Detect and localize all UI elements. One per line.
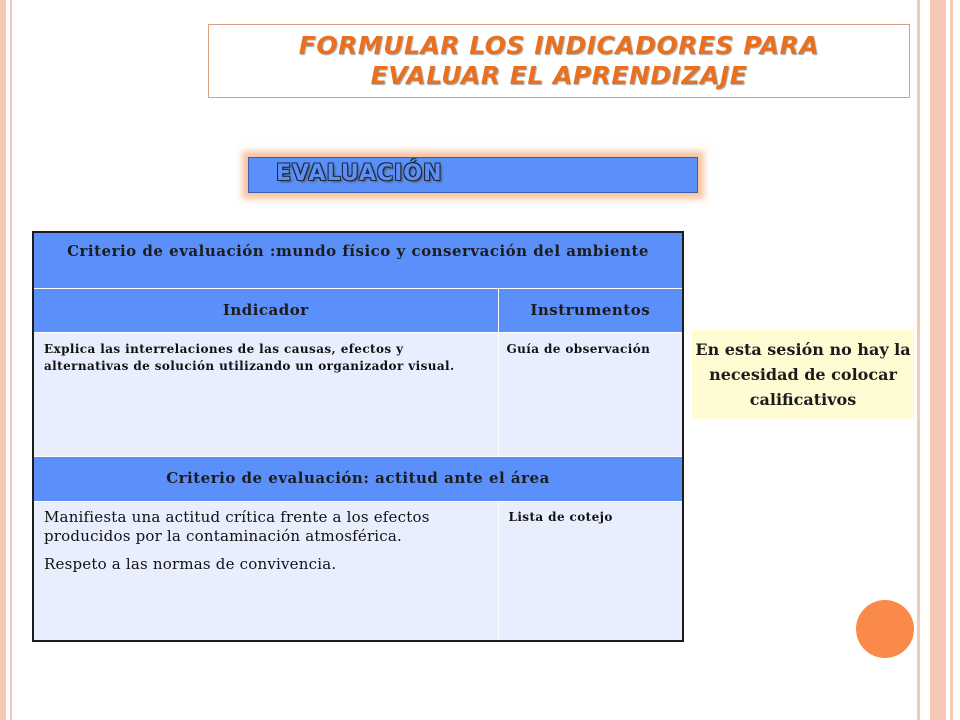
column-header-row: [33, 288, 683, 332]
section-label: EVALUACIÓN: [276, 161, 443, 186]
evaluation-table: [32, 231, 684, 642]
right-border-stripe: [930, 0, 946, 720]
right-border-line: [917, 0, 920, 720]
table-row: [33, 501, 683, 641]
note-box: [692, 330, 914, 419]
title-line-2: EVALUAR EL APRENDIZAJE: [370, 61, 748, 90]
right-border-line: [950, 0, 953, 720]
criterion-2-cell: Criterio de evaluación: actitud ante el área: [33, 456, 683, 501]
criterion-1-cell: Criterio de evaluación :mundo físico y conservación del ambiente: [33, 232, 683, 288]
instrument-cell: Guía de observación: [498, 332, 683, 456]
indicator-text: Respeto a las normas de convivencia.: [44, 554, 337, 573]
left-border-stripe: [0, 0, 6, 720]
left-border-line: [10, 0, 12, 720]
title-box: [208, 24, 910, 98]
indicator-cell: [33, 501, 498, 641]
indicator-header: Indicador: [33, 288, 498, 332]
indicator-cell: Explica las interrelaciones de las causas, efectos y alternativas de solución utilizando un organizador visual.: [33, 332, 498, 456]
decorative-circle: [856, 600, 914, 658]
instruments-header: Instrumentos: [498, 288, 683, 332]
note-text: En esta sesión no hay la necesidad de colocar calificativos: [695, 340, 911, 409]
criterion-row: [33, 456, 683, 501]
title-line-1: FORMULAR LOS INDICADORES PARA: [298, 31, 820, 60]
section-bar: [248, 157, 698, 193]
table-row: [33, 332, 683, 456]
indicator-text: Manifiesta una actitud crítica frente a los efectos producidos por la contaminación atmosférica.: [44, 507, 430, 545]
criterion-row: [33, 232, 683, 288]
instrument-cell: Lista de cotejo: [498, 501, 683, 641]
